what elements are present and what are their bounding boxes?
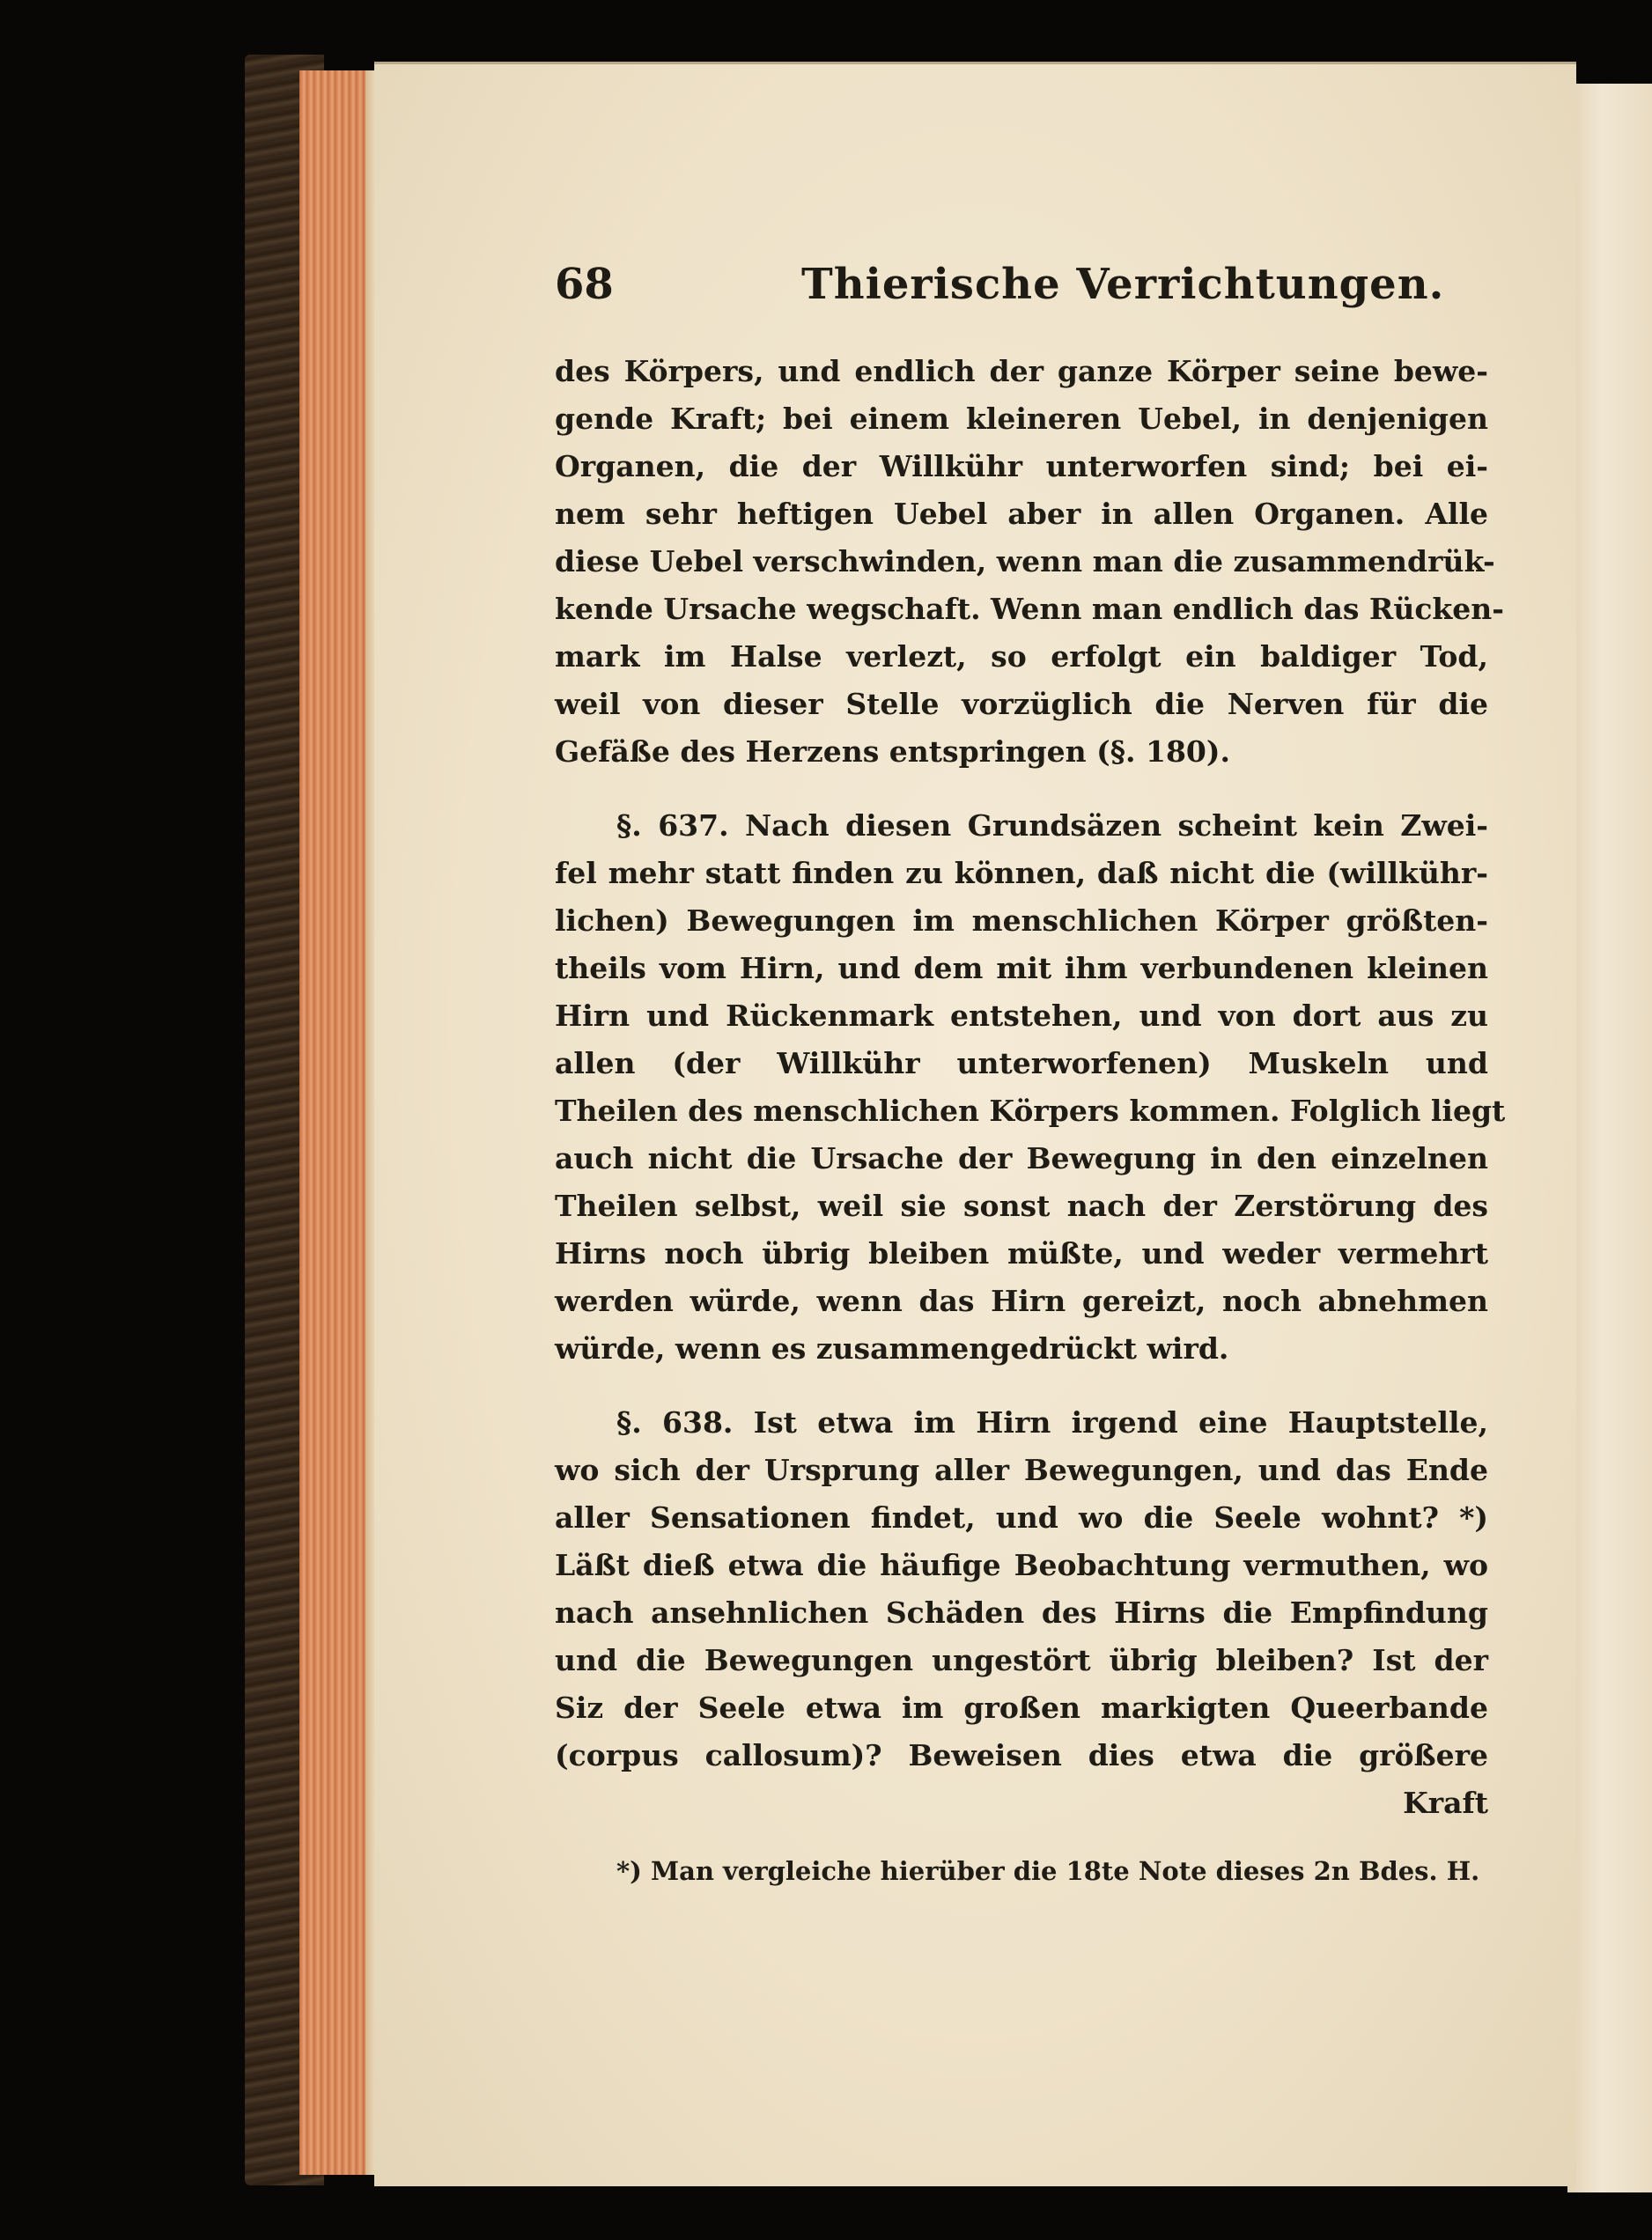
next-page-edge (1567, 84, 1652, 2192)
catchword: Kraft (1403, 1786, 1488, 1820)
text-line: §. 638. Ist etwa im Hirn irgend eine Hauptstelle, (616, 1405, 1488, 1440)
text-line: nem sehr heftigen Uebel aber in allen Organen. Alle (555, 497, 1488, 531)
text-line: des Körpers, und endlich der ganze Körper seine bewe- (555, 354, 1488, 388)
text-line: nach ansehnlichen Schäden des Hirns die Empfindung (555, 1595, 1488, 1630)
text-line: Gefäße des Herzens entspringen (§. 180). (555, 734, 1230, 769)
text-line: kende Ursache wegschaft. Wenn man endlich das Rücken- (555, 592, 1504, 626)
text-line: aller Sensationen findet, und wo die Seele wohnt? *) (555, 1500, 1488, 1535)
page-header (555, 251, 1506, 321)
text-line: mark im Halse verlezt, so erfolgt ein baldiger Tod, (555, 639, 1488, 674)
text-line: auch nicht die Ursache der Bewegung in den einzelnen (555, 1141, 1488, 1175)
text-line: Theilen selbst, weil sie sonst nach der Zerstörung des (555, 1189, 1488, 1223)
paragraph-gap (555, 776, 1488, 802)
text-line: theils vom Hirn, und dem mit ihm verbundenen kleinen (555, 951, 1488, 985)
text-line: §. 637. Nach diesen Grundsäzen scheint kein Zwei- (616, 808, 1488, 843)
text-line: Läßt dieß etwa die häufige Beobachtung vermuthen, wo (555, 1548, 1488, 1582)
text-line: Theilen des menschlichen Körpers kommen. Folglich liegt (555, 1094, 1506, 1128)
page-edge-stack (299, 70, 374, 2175)
text-line: Siz der Seele etwa im großen markigten Queerbande (555, 1691, 1488, 1725)
text-line: lichen) Bewegungen im menschlichen Körper größten- (555, 903, 1488, 938)
text-line: wo sich der Ursprung aller Bewegungen, und das Ende (555, 1453, 1488, 1487)
text-line: und die Bewegungen ungestört übrig bleiben? Ist der (555, 1643, 1488, 1677)
text-line: (corpus callosum)? Beweisen dies etwa die größere (555, 1738, 1488, 1772)
text-line: Hirn und Rückenmark entstehen, und von dort aus zu (555, 998, 1488, 1033)
body-text (555, 348, 1506, 1827)
text-line: Hirns noch übrig bleiben müßte, und weder vermehrt (555, 1236, 1488, 1271)
text-line: würde, wenn es zusammengedrückt wird. (555, 1331, 1229, 1366)
text-line: weil von dieser Stelle vorzüglich die Nerven für die (555, 687, 1488, 721)
text-line: allen (der Willkühr unterworfenen) Muskeln und (555, 1046, 1488, 1080)
running-head: Thierische Verrichtungen. (801, 260, 1445, 309)
footnote: *) Man vergleiche hierüber die 18te Note dieses 2n Bdes. H. (616, 1856, 1480, 1886)
paragraph-gap (555, 1373, 1488, 1399)
text-line: diese Uebel verschwinden, wenn man die zusammendrük- (555, 544, 1495, 578)
text-line: werden würde, wenn das Hirn gereizt, noch abnehmen (555, 1284, 1488, 1318)
text-line: Organen, die der Willkühr unterworfen sind; bei ei- (555, 449, 1488, 483)
page-number: 68 (555, 260, 614, 309)
text-line: gende Kraft; bei einem kleineren Uebel, in denjenigen (555, 402, 1488, 436)
text-line: fel mehr statt finden zu können, daß nicht die (willkühr- (555, 856, 1488, 890)
